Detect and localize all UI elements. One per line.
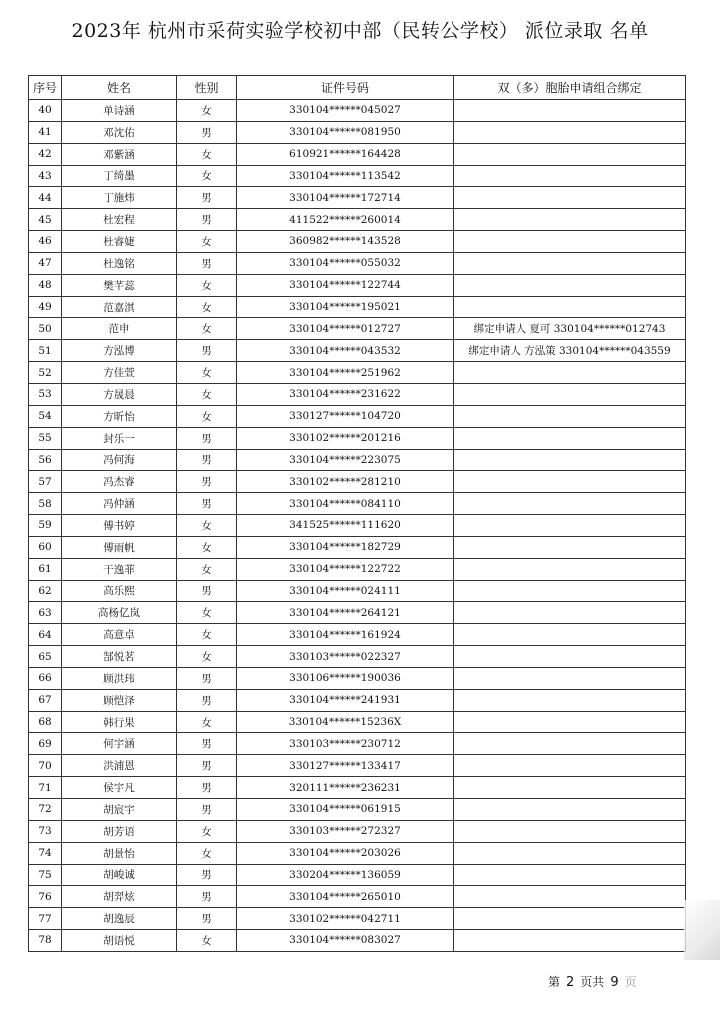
table-row: [29, 799, 686, 821]
row-twin-binding: [454, 383, 686, 405]
table-row: [29, 930, 686, 952]
table-row: [29, 886, 686, 908]
row-name: 方泓博: [62, 340, 177, 362]
row-serial: 50: [29, 318, 62, 340]
row-twin-binding: 绑定申请人 方泓策 330104******043559: [454, 340, 686, 362]
row-serial: 67: [29, 689, 62, 711]
row-twin-binding: [454, 165, 686, 187]
row-name: 胡宸宇: [62, 799, 177, 821]
row-serial: 74: [29, 842, 62, 864]
row-twin-binding: [454, 733, 686, 755]
table-row: [29, 777, 686, 799]
row-name: 封乐一: [62, 427, 177, 449]
row-id-number: 330104******241931: [237, 689, 454, 711]
row-serial: 75: [29, 864, 62, 886]
table-row: [29, 624, 686, 646]
row-name: 范嘉淇: [62, 296, 177, 318]
row-gender: 女: [177, 383, 237, 405]
row-gender: 男: [177, 493, 237, 515]
row-id-number: 330104******045027: [237, 100, 454, 122]
row-serial: 70: [29, 755, 62, 777]
table-row: [29, 427, 686, 449]
row-id-number: 330104******113542: [237, 165, 454, 187]
row-id-number: 330104******203026: [237, 842, 454, 864]
header-name: 姓名: [62, 76, 177, 100]
row-serial: 60: [29, 536, 62, 558]
row-gender: 女: [177, 318, 237, 340]
row-name: 方佳萱: [62, 362, 177, 384]
row-name: 杜宏程: [62, 209, 177, 231]
row-id-number: 330104******265010: [237, 886, 454, 908]
row-serial: 44: [29, 187, 62, 209]
row-name: 邓紫涵: [62, 143, 177, 165]
table-header-row: [29, 76, 686, 100]
row-id-number: 330104******081950: [237, 121, 454, 143]
row-name: 傅雨帆: [62, 536, 177, 558]
row-twin-binding: [454, 842, 686, 864]
table-row: [29, 449, 686, 471]
row-id-number: 330104******061915: [237, 799, 454, 821]
row-id-number: 330104******024111: [237, 580, 454, 602]
row-serial: 61: [29, 558, 62, 580]
row-gender: 女: [177, 820, 237, 842]
row-gender: 女: [177, 930, 237, 952]
row-gender: 女: [177, 515, 237, 537]
row-gender: 男: [177, 886, 237, 908]
table-row: [29, 405, 686, 427]
row-name: 冯杰睿: [62, 471, 177, 493]
row-name: 何宇涵: [62, 733, 177, 755]
row-name: 胡语悦: [62, 930, 177, 952]
table-row: [29, 296, 686, 318]
row-twin-binding: [454, 427, 686, 449]
row-twin-binding: [454, 646, 686, 668]
row-name: 方昕怡: [62, 405, 177, 427]
page-footer: [548, 973, 637, 990]
row-gender: 男: [177, 864, 237, 886]
row-id-number: 330103******022327: [237, 646, 454, 668]
row-serial: 47: [29, 252, 62, 274]
row-id-number: 330104******182729: [237, 536, 454, 558]
row-gender: 男: [177, 799, 237, 821]
row-twin-binding: [454, 908, 686, 930]
row-serial: 56: [29, 449, 62, 471]
row-serial: 58: [29, 493, 62, 515]
row-twin-binding: [454, 100, 686, 122]
footer-suffix: 页: [624, 975, 637, 989]
row-name: 高杨亿岚: [62, 602, 177, 624]
table-row: [29, 274, 686, 296]
row-gender: 女: [177, 100, 237, 122]
row-name: 胡景怡: [62, 842, 177, 864]
row-name: 范申: [62, 318, 177, 340]
row-gender: 男: [177, 209, 237, 231]
table-row: [29, 231, 686, 253]
table-row: [29, 187, 686, 209]
table-row: [29, 646, 686, 668]
row-gender: 男: [177, 689, 237, 711]
row-serial: 72: [29, 799, 62, 821]
row-gender: 男: [177, 777, 237, 799]
footer-middle: 页共: [580, 975, 605, 989]
header-id-number: 证件号码: [237, 76, 454, 100]
row-twin-binding: [454, 449, 686, 471]
row-gender: 男: [177, 121, 237, 143]
table-row: [29, 209, 686, 231]
row-serial: 59: [29, 515, 62, 537]
row-serial: 62: [29, 580, 62, 602]
row-name: 冯何海: [62, 449, 177, 471]
row-twin-binding: [454, 231, 686, 253]
row-serial: 68: [29, 711, 62, 733]
row-id-number: 330104******231622: [237, 383, 454, 405]
table-row: [29, 536, 686, 558]
row-gender: 女: [177, 165, 237, 187]
row-id-number: 330103******230712: [237, 733, 454, 755]
row-name: 韩行果: [62, 711, 177, 733]
table-row: [29, 711, 686, 733]
row-id-number: 330104******251962: [237, 362, 454, 384]
row-id-number: 330102******281210: [237, 471, 454, 493]
row-twin-binding: [454, 624, 686, 646]
row-name: 单诗涵: [62, 100, 177, 122]
row-gender: 男: [177, 908, 237, 930]
row-twin-binding: [454, 580, 686, 602]
table-row: [29, 602, 686, 624]
row-twin-binding: [454, 143, 686, 165]
footer-prefix: 第: [548, 975, 561, 989]
row-twin-binding: [454, 296, 686, 318]
row-id-number: 330104******195021: [237, 296, 454, 318]
row-name: 冯仲涵: [62, 493, 177, 515]
row-name: 侯宇凡: [62, 777, 177, 799]
row-serial: 77: [29, 908, 62, 930]
row-name: 方晟晨: [62, 383, 177, 405]
row-id-number: 330104******223075: [237, 449, 454, 471]
row-twin-binding: 绑定申请人 夏可 330104******012743: [454, 318, 686, 340]
row-gender: 女: [177, 405, 237, 427]
table-row: [29, 252, 686, 274]
row-gender: 女: [177, 602, 237, 624]
row-twin-binding: [454, 515, 686, 537]
table-row: [29, 689, 686, 711]
row-twin-binding: [454, 667, 686, 689]
row-serial: 41: [29, 121, 62, 143]
row-id-number: 330204******136059: [237, 864, 454, 886]
row-gender: 男: [177, 667, 237, 689]
table-row: [29, 471, 686, 493]
row-serial: 53: [29, 383, 62, 405]
table-row: [29, 165, 686, 187]
row-twin-binding: [454, 886, 686, 908]
row-serial: 66: [29, 667, 62, 689]
row-id-number: 330104******264121: [237, 602, 454, 624]
row-id-number: 341525******111620: [237, 515, 454, 537]
row-name: 杜逸铭: [62, 252, 177, 274]
row-gender: 女: [177, 646, 237, 668]
table-row: [29, 667, 686, 689]
row-twin-binding: [454, 558, 686, 580]
row-gender: 男: [177, 755, 237, 777]
row-serial: 43: [29, 165, 62, 187]
row-twin-binding: [454, 536, 686, 558]
row-twin-binding: [454, 209, 686, 231]
row-id-number: 320111******236231: [237, 777, 454, 799]
row-gender: 男: [177, 187, 237, 209]
row-gender: 女: [177, 558, 237, 580]
row-serial: 71: [29, 777, 62, 799]
table-row: [29, 143, 686, 165]
row-gender: 女: [177, 362, 237, 384]
row-twin-binding: [454, 602, 686, 624]
row-name: 邓沈佑: [62, 121, 177, 143]
row-id-number: 330104******15236X: [237, 711, 454, 733]
row-serial: 73: [29, 820, 62, 842]
row-name: 顾洪玮: [62, 667, 177, 689]
row-gender: 女: [177, 143, 237, 165]
row-twin-binding: [454, 864, 686, 886]
row-gender: 男: [177, 449, 237, 471]
table-row: [29, 100, 686, 122]
header-twin-binding: 双（多）胞胎申请组合绑定: [454, 76, 686, 100]
row-id-number: 330104******012727: [237, 318, 454, 340]
table-row: [29, 820, 686, 842]
row-serial: 45: [29, 209, 62, 231]
row-twin-binding: [454, 471, 686, 493]
row-twin-binding: [454, 820, 686, 842]
header-gender: 性别: [177, 76, 237, 100]
row-gender: 女: [177, 842, 237, 864]
row-twin-binding: [454, 405, 686, 427]
table-body: [29, 100, 686, 952]
row-name: 胡峻诚: [62, 864, 177, 886]
row-name: 樊芊蕊: [62, 274, 177, 296]
row-gender: 女: [177, 274, 237, 296]
row-gender: 男: [177, 427, 237, 449]
row-id-number: 330104******172714: [237, 187, 454, 209]
row-id-number: 411522******260014: [237, 209, 454, 231]
row-serial: 78: [29, 930, 62, 952]
row-twin-binding: [454, 777, 686, 799]
table-row: [29, 733, 686, 755]
table-row: [29, 908, 686, 930]
row-gender: 女: [177, 711, 237, 733]
row-id-number: 330104******043532: [237, 340, 454, 362]
row-id-number: 330127******104720: [237, 405, 454, 427]
page-title: 2023年 杭州市采荷实验学校初中部（民转公学校） 派位录取 名单: [71, 20, 649, 42]
row-serial: 52: [29, 362, 62, 384]
table-row: [29, 121, 686, 143]
row-id-number: 330104******122722: [237, 558, 454, 580]
table-row: [29, 493, 686, 515]
row-id-number: 330104******055032: [237, 252, 454, 274]
row-name: 胡芳语: [62, 820, 177, 842]
row-twin-binding: [454, 362, 686, 384]
row-twin-binding: [454, 689, 686, 711]
row-serial: 51: [29, 340, 62, 362]
row-id-number: 330127******133417: [237, 755, 454, 777]
table-row: [29, 515, 686, 537]
row-name: 干逸菲: [62, 558, 177, 580]
row-id-number: 360982******143528: [237, 231, 454, 253]
row-gender: 女: [177, 624, 237, 646]
row-twin-binding: [454, 252, 686, 274]
row-serial: 42: [29, 143, 62, 165]
header-serial: 序号: [29, 76, 62, 100]
row-gender: 女: [177, 296, 237, 318]
row-id-number: 330102******201216: [237, 427, 454, 449]
row-name: 傅书婷: [62, 515, 177, 537]
current-page-number: 2: [566, 975, 575, 990]
row-serial: 40: [29, 100, 62, 122]
row-twin-binding: [454, 930, 686, 952]
row-name: 丁绮墨: [62, 165, 177, 187]
row-id-number: 610921******164428: [237, 143, 454, 165]
admission-table: [28, 75, 686, 952]
table-row: [29, 864, 686, 886]
total-pages-number: 9: [610, 975, 619, 990]
row-id-number: 330103******272327: [237, 820, 454, 842]
row-name: 丁施炜: [62, 187, 177, 209]
row-gender: 男: [177, 340, 237, 362]
table-row: [29, 362, 686, 384]
row-serial: 64: [29, 624, 62, 646]
row-serial: 46: [29, 231, 62, 253]
row-id-number: 330106******190036: [237, 667, 454, 689]
row-serial: 54: [29, 405, 62, 427]
row-gender: 男: [177, 471, 237, 493]
row-twin-binding: [454, 493, 686, 515]
row-twin-binding: [454, 711, 686, 733]
table-row: [29, 383, 686, 405]
row-gender: 男: [177, 733, 237, 755]
row-twin-binding: [454, 121, 686, 143]
row-serial: 49: [29, 296, 62, 318]
row-name: 高乐熙: [62, 580, 177, 602]
row-serial: 55: [29, 427, 62, 449]
row-gender: 女: [177, 231, 237, 253]
row-name: 郜悦茗: [62, 646, 177, 668]
row-gender: 男: [177, 580, 237, 602]
page-curl-shadow: [684, 900, 720, 960]
row-name: 胡逸辰: [62, 908, 177, 930]
row-name: 洪浦恩: [62, 755, 177, 777]
row-twin-binding: [454, 187, 686, 209]
row-serial: 65: [29, 646, 62, 668]
row-id-number: 330104******084110: [237, 493, 454, 515]
table-row: [29, 558, 686, 580]
table-row: [29, 340, 686, 362]
row-id-number: 330104******161924: [237, 624, 454, 646]
row-name: 高意卓: [62, 624, 177, 646]
row-twin-binding: [454, 274, 686, 296]
row-twin-binding: [454, 799, 686, 821]
row-gender: 女: [177, 536, 237, 558]
row-twin-binding: [454, 755, 686, 777]
table-row: [29, 842, 686, 864]
row-serial: 48: [29, 274, 62, 296]
table-row: [29, 580, 686, 602]
row-id-number: 330102******042711: [237, 908, 454, 930]
row-serial: 63: [29, 602, 62, 624]
row-gender: 男: [177, 252, 237, 274]
row-serial: 76: [29, 886, 62, 908]
row-id-number: 330104******083027: [237, 930, 454, 952]
row-name: 杜睿婕: [62, 231, 177, 253]
row-id-number: 330104******122744: [237, 274, 454, 296]
row-name: 胡羿炫: [62, 886, 177, 908]
row-serial: 57: [29, 471, 62, 493]
table-row: [29, 318, 686, 340]
table-row: [29, 755, 686, 777]
row-serial: 69: [29, 733, 62, 755]
row-name: 顾恺泽: [62, 689, 177, 711]
